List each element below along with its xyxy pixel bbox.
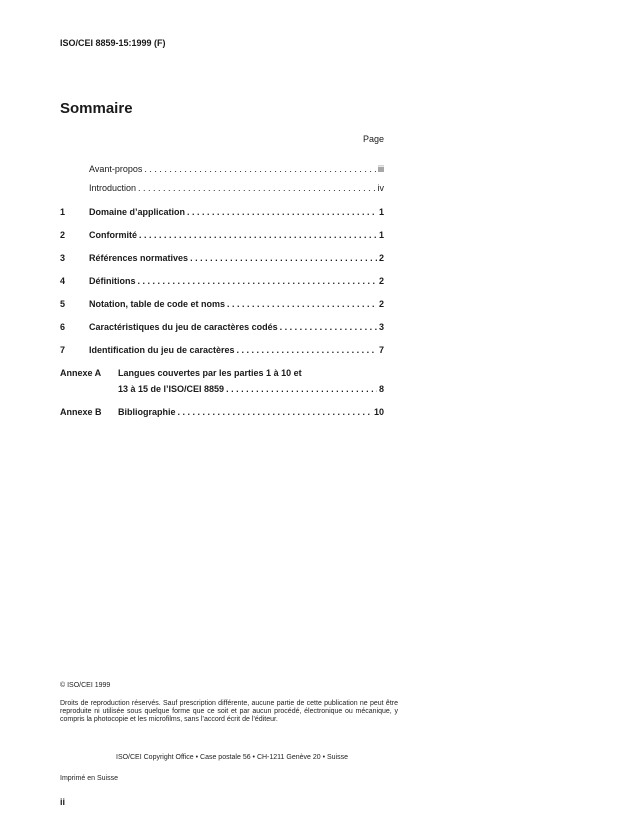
toc-entry-number: 6 xyxy=(60,322,66,332)
toc-entry-page: iv xyxy=(377,183,384,193)
toc-leader-dots xyxy=(178,407,372,417)
toc-leader-dots xyxy=(237,345,377,355)
toc-entry-text: Avant-propos xyxy=(89,164,143,174)
toc-entry-number: 3 xyxy=(60,253,66,263)
toc-leader-dots xyxy=(144,164,376,174)
toc-entry-page: 10 xyxy=(373,407,384,417)
page-column-label: Page xyxy=(362,134,384,144)
toc-entry-3[interactable] xyxy=(60,253,384,263)
toc-entry-text: Caractéristiques du jeu de caractères codés xyxy=(89,322,278,332)
printed-in: Imprimé en Suisse xyxy=(60,775,118,782)
toc-annex-a-line2[interactable] xyxy=(60,384,384,394)
toc-annex-b[interactable] xyxy=(60,407,384,417)
toc-entry-introduction[interactable] xyxy=(60,183,384,193)
toc-annex-a-line1[interactable] xyxy=(60,368,384,378)
toc-leader-dots xyxy=(280,322,377,332)
toc-entry-text: Conformité xyxy=(89,230,137,240)
toc-entry-text: Notation, table de code et noms xyxy=(89,299,226,309)
toc-leader-dots xyxy=(138,183,375,193)
toc-entry-text: Domaine d’application xyxy=(89,207,186,217)
copyright-notice: © ISO/CEI 1999 xyxy=(60,682,111,689)
toc-leader-dots xyxy=(226,384,377,394)
toc-entry-text: Introduction xyxy=(89,183,137,193)
toc-entry-number: 1 xyxy=(60,207,66,217)
toc-leader-dots xyxy=(138,276,377,286)
toc-entry-7[interactable] xyxy=(60,345,384,355)
toc-entry-number: 2 xyxy=(60,230,66,240)
toc-entry-1[interactable] xyxy=(60,207,384,217)
toc-entry-page: 2 xyxy=(378,253,384,263)
toc-entry-page: 2 xyxy=(378,299,384,309)
page-title: Sommaire xyxy=(60,100,133,117)
rights-statement: Droits de reproduction réservés. Sauf prescription différente, aucune partie de cette publication ne peut être reproduite ni utilisée sous quelque forme que ce soit et par aucun procédé, électronique ou mécanique, y compris la photocopie et les microfilms, sans l’accord écrit de l’éditeur. xyxy=(60,700,398,724)
toc-leader-dots xyxy=(190,253,377,263)
toc-entry-number: 4 xyxy=(60,276,66,286)
copyright-office-address: ISO/CEI Copyright Office • Case postale 56 • CH-1211 Genève 20 • Suisse xyxy=(116,754,348,761)
toc-entry-page: 2 xyxy=(378,276,384,286)
toc-annex-title: Langues couvertes par les parties 1 à 10 et xyxy=(118,368,302,378)
toc-annex-label: Annexe B xyxy=(60,407,102,417)
toc-entry-page: 1 xyxy=(378,207,384,217)
toc-entry-number: 7 xyxy=(60,345,66,355)
toc-entry-text: Références normatives xyxy=(89,253,189,263)
toc-entry-5[interactable] xyxy=(60,299,384,309)
toc-entry-text: Définitions xyxy=(89,276,136,286)
document-id: ISO/CEI 8859-15:1999 (F) xyxy=(60,38,166,48)
toc-entry-page: 3 xyxy=(378,322,384,332)
toc-entry-2[interactable] xyxy=(60,230,384,240)
page-number: ii xyxy=(60,797,66,807)
toc-entry-page: 1 xyxy=(378,230,384,240)
toc-annex-title: Bibliographie xyxy=(118,407,176,417)
toc-leader-dots xyxy=(187,207,377,217)
toc-entry-6[interactable] xyxy=(60,322,384,332)
toc-entry-text: Identification du jeu de caractères xyxy=(89,345,235,355)
toc-entry-page: 8 xyxy=(378,384,384,394)
toc-entry-avant-propos[interactable] xyxy=(60,164,384,174)
toc-annex-title-cont: 13 à 15 de l’ISO/CEI 8859 xyxy=(118,384,225,394)
toc-entry-page: iii xyxy=(378,164,384,174)
toc-entry-4[interactable] xyxy=(60,276,384,286)
toc-entry-number: 5 xyxy=(60,299,66,309)
toc-entry-page: 7 xyxy=(378,345,384,355)
toc-annex-label: Annexe A xyxy=(60,368,102,378)
toc-leader-dots xyxy=(227,299,377,309)
toc-leader-dots xyxy=(139,230,377,240)
